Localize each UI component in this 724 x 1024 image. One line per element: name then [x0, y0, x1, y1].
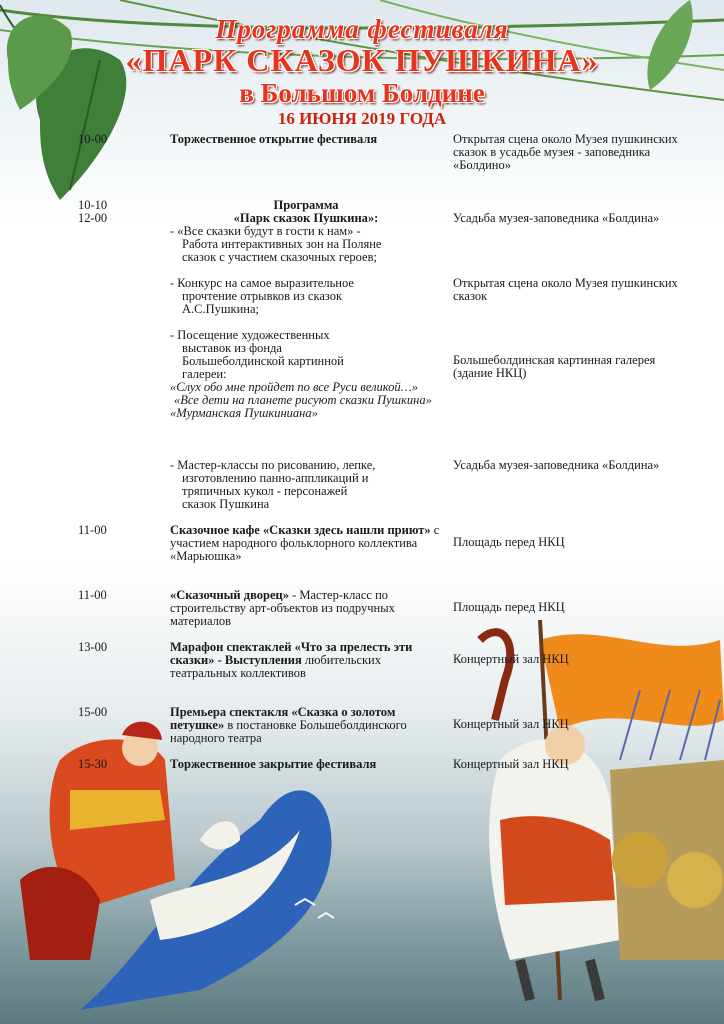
subitem-place: Большеболдинская картинная галерея (здание НКЦ)	[453, 353, 656, 380]
event-bold: Премьера спектакля «Сказка о золотом петушке»	[170, 705, 396, 732]
event-rest: - Мастер-класс по строительству арт-объектов из подручных материалов	[170, 588, 395, 628]
row-time: 11-00	[78, 588, 107, 602]
row-time: 10-00	[78, 132, 108, 146]
subitem-place: Усадьба музея-заповедника «Болдина»	[453, 458, 660, 472]
subitem-text	[170, 225, 442, 264]
program-block	[170, 199, 442, 225]
exhibit-title: «Все дети на планете рисуют сказки Пушкина»	[174, 393, 432, 407]
subitem-text	[170, 459, 442, 511]
row-time-range	[78, 199, 158, 225]
subitem-line: Большеболдинской картинной	[182, 354, 344, 368]
row-event: Торжественное закрытие фестиваля	[170, 757, 377, 771]
row-time-start: 10-10	[78, 198, 108, 212]
program-heading-1: Программа	[273, 198, 339, 212]
event-bold: «Сказочный дворец»	[170, 588, 289, 602]
row-place: Открытая сцена около Музея пушкинских сказок в усадьбе музея - заповедника «Болдино»	[453, 132, 678, 172]
subitem-line: изготовлению панно-аппликаций и	[182, 471, 369, 485]
title-line-2: «ПАРК СКАЗОК ПУШКИНА»	[125, 42, 599, 78]
row-time: 15-00	[78, 705, 108, 719]
row-place: Площадь перед НКЦ	[453, 535, 565, 549]
subitem-line: - Посещение художественных	[170, 328, 330, 342]
event-rest: с участием народного фольклорного коллектива «Марьюшка»	[170, 523, 440, 563]
row-event	[170, 589, 442, 628]
row-event	[170, 524, 442, 563]
row-time-end: 12-00	[78, 211, 108, 225]
subitem-line: Работа интерактивных зон на Поляне	[182, 237, 382, 251]
row-event	[170, 641, 442, 680]
row-event	[170, 706, 442, 745]
subitem-line: сказок с участием сказочных героев;	[182, 250, 377, 264]
row-event: Торжественное открытие фестиваля	[170, 132, 378, 146]
subitem-line: сказок Пушкина	[182, 497, 270, 511]
program-heading-2: «Парк сказок Пушкина»:	[233, 211, 379, 225]
event-rest: в постановке Большеболдинского народного театра	[170, 718, 407, 745]
subitem-place: Открытая сцена около Музея пушкинских сказок	[453, 276, 678, 303]
event-bold: Сказочное кафе «Сказки здесь нашли приют»	[170, 523, 431, 537]
subitem-line: тряпичных кукол - персонажей	[182, 484, 348, 498]
subitem-line: прочтение отрывков из сказок	[182, 289, 343, 303]
row-place: Концертный зал НКЦ	[453, 652, 569, 666]
subitem-text	[170, 329, 442, 420]
event-rest: любительских театральных коллективов	[170, 653, 381, 680]
exhibit-title: «Слух обо мне пройдет по все Руси великой…»	[170, 380, 419, 394]
subitem-line: - «Все сказки будут в гости к нам» -	[170, 224, 361, 238]
event-bold: Марафон спектаклей «Что за прелесть эти сказки» - Выступления	[170, 640, 413, 667]
row-place: Концертный зал НКЦ	[453, 717, 569, 731]
subitem-place: Усадьба музея-заповедника «Болдина»	[453, 211, 660, 225]
subitem-text	[170, 277, 442, 316]
subitem-line: А.С.Пушкина;	[182, 302, 259, 316]
title-line-1: Программа фестиваля	[215, 14, 509, 44]
subitem-line: галереи:	[182, 367, 227, 381]
title-line-3: в Большом Болдине	[239, 78, 485, 108]
subitem-line: выставок из фонда	[182, 341, 282, 355]
row-time: 11-00	[78, 523, 107, 537]
festival-date: 16 ИЮНЯ 2019 ГОДА	[277, 109, 447, 128]
exhibit-title: «Мурманская Пушкиниана»	[170, 406, 318, 420]
subitem-line: - Конкурс на самое выразительное	[170, 276, 354, 290]
warriors-banner-illustration	[480, 620, 724, 1000]
subitem-line: - Мастер-классы по рисованию, лепке,	[170, 458, 376, 472]
row-time: 15-30	[78, 757, 108, 771]
row-time: 13-00	[78, 640, 108, 654]
row-place: Концертный зал НКЦ	[453, 757, 569, 771]
row-place: Площадь перед НКЦ	[453, 600, 565, 614]
